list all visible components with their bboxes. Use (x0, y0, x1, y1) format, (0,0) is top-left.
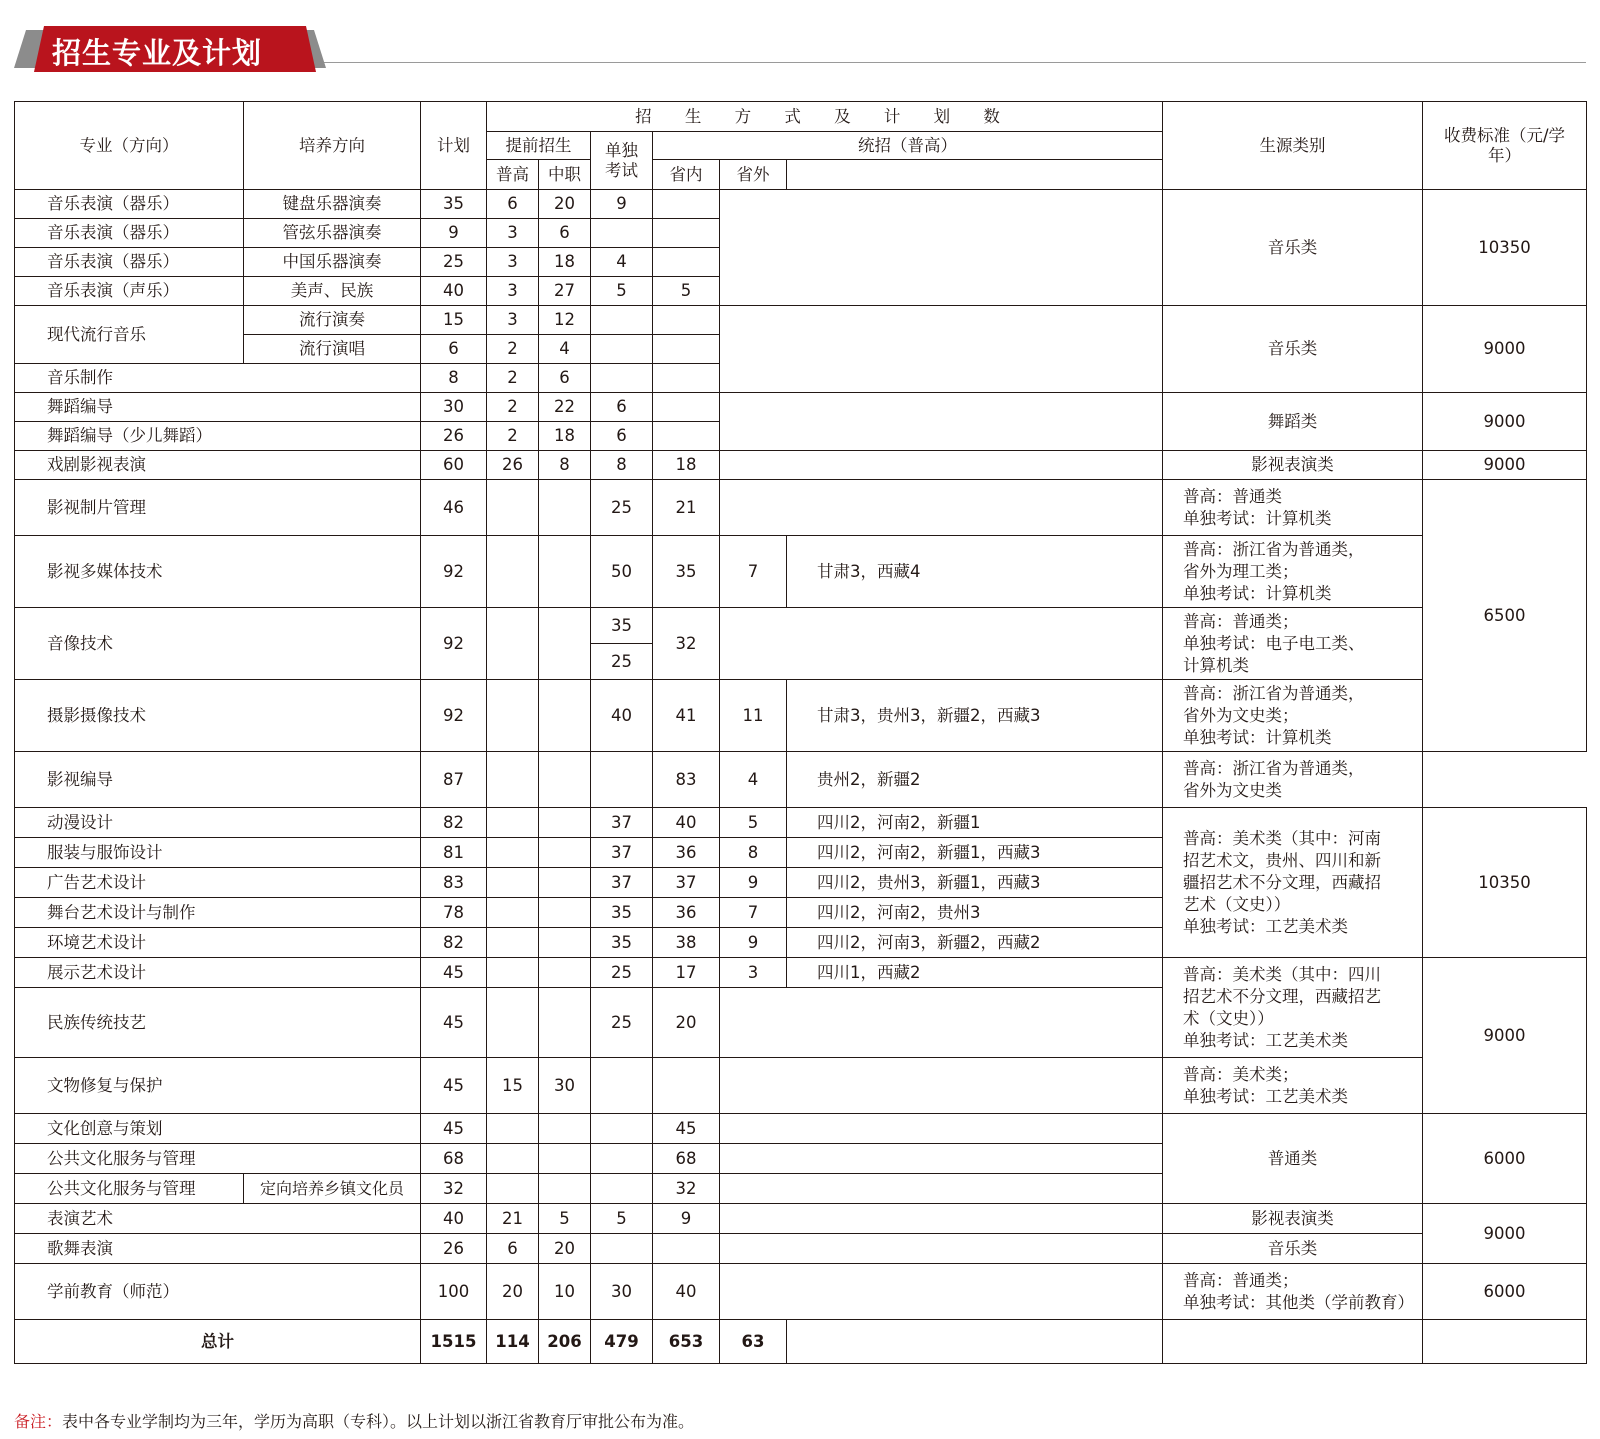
table-row: 公共文化服务与管理 68 68 (15, 1144, 1587, 1174)
table-row: 表演艺术 40 21 5 5 9 影视表演类 9000 (15, 1204, 1587, 1234)
table-row: 流行演唱 6 2 4 (15, 335, 1587, 364)
header-fee: 收费标准（元/学年） (1423, 102, 1587, 190)
fee-cell: 6000 (1423, 1264, 1587, 1320)
total-label: 总计 (15, 1320, 421, 1364)
unified-blank-cell (720, 1264, 1163, 1320)
table-row: 音乐表演（器乐） 键盘乐器演奏 35 6 20 9 音乐类 10350 (15, 190, 1587, 219)
total-blank (787, 1320, 1163, 1364)
source-cell: 普高：美术类（其中：河南 招艺术文，贵州、四川和新 疆招艺术不分文理，西藏招 艺术（文史）） 单独考试：工艺美术类 (1163, 808, 1423, 958)
fee-cell: 9000 (1423, 393, 1587, 451)
source-cell: 舞蹈类 (1163, 393, 1423, 451)
section-header (14, 26, 1586, 74)
source-cell: 普高：美术类； 单独考试：工艺美术类 (1163, 1058, 1423, 1114)
source-cell: 普通类 (1163, 1114, 1423, 1204)
fee-cell: 6500 (1423, 480, 1587, 752)
total-blank (1163, 1320, 1423, 1364)
table-row: 影视编导 87 83 4 贵州2，新疆2 普高：浙江省为普通类， 省外为文史类 (15, 752, 1587, 808)
header-major: 专业（方向） (15, 102, 244, 190)
table-row: 25 (15, 644, 1587, 680)
table-header (15, 102, 1587, 190)
source-cell: 音乐类 (1163, 190, 1423, 306)
unified-blank-cell (720, 1114, 1163, 1144)
total-plan: 1515 (421, 1320, 487, 1364)
table-row: 戏剧影视表演 60 26 8 8 18 影视表演类 9000 (15, 451, 1587, 480)
header-unified: 统招（普高） (653, 132, 1163, 160)
table-row: 舞蹈编导（少儿舞蹈） 26 2 18 6 (15, 422, 1587, 451)
table-row: 动漫设计 82 37 40 5 四川2，河南2，新疆1 普高：美术类（其中：河南 招艺术文，贵州、四川和新 疆招艺术不分文理，西藏招 艺术（文史）） 单独考试：工艺美术类 10350 (15, 808, 1587, 838)
table-row: 歌舞表演 26 6 20 音乐类 (15, 1234, 1587, 1264)
total-blank (1423, 1320, 1587, 1364)
fee-cell: 6000 (1423, 1114, 1587, 1204)
fee-cell: 9000 (1423, 1204, 1587, 1264)
total-row (15, 1320, 1587, 1364)
table-row: 摄影摄像技术 92 40 41 11 甘肃3，贵州3，新疆2，西藏3 普高：浙江省为普通类， 省外为文史类； 单独考试：计算机类 (15, 680, 1587, 752)
source-cell: 影视表演类 (1163, 1204, 1423, 1234)
header-early-zhongzhi: 中职 (539, 160, 591, 190)
table-row: 音乐表演（器乐） 管弦乐器演奏 9 3 6 (15, 219, 1587, 248)
total-pugao: 114 (487, 1320, 539, 1364)
table-row: 文化创意与策划 45 45 普通类 6000 (15, 1114, 1587, 1144)
table-row: 广告艺术设计 83 37 37 9 四川2，贵州3，新疆1，西藏3 (15, 868, 1587, 898)
unified-blank-cell (720, 393, 1163, 451)
header-single: 单独考试 (591, 132, 653, 190)
unified-blank-cell (720, 1058, 1163, 1114)
fee-cell: 10350 (1423, 190, 1587, 306)
table-row: 服装与服饰设计 81 37 36 8 四川2，河南2，新疆1，西藏3 (15, 838, 1587, 868)
table-row: 民族传统技艺 45 25 20 (15, 988, 1587, 1058)
table-row: 展示艺术设计 45 25 17 3 四川1，西藏2 普高：美术类（其中：四川 招艺术不分文理，西藏招艺 术（文史）） 单独考试：工艺美术类 9000 (15, 958, 1587, 988)
header-early-pugao: 普高 (487, 160, 539, 190)
table-row: 音像技术 92 35 32 普高：普通类； 单独考试：电子电工类、 计算机类 (15, 608, 1587, 644)
table-row: 公共文化服务与管理 定向培养乡镇文化员 32 32 (15, 1174, 1587, 1204)
table-row: 影视多媒体技术 92 50 35 7 甘肃3，西藏4 普高：浙江省为普通类， 省外为理工类； 单独考试：计算机类 (15, 536, 1587, 608)
table-row: 学前教育（师范） 100 20 10 30 40 普高：普通类； 单独考试：其他类（学前教育） 6000 (15, 1264, 1587, 1320)
source-cell: 普高：普通类 单独考试：计算机类 (1163, 480, 1423, 536)
header-unified-blank (787, 160, 1163, 190)
source-cell: 普高：浙江省为普通类， 省外为文史类 (1163, 752, 1423, 808)
table-row: 音乐制作 8 2 6 (15, 364, 1587, 393)
header-direction: 培养方向 (244, 102, 421, 190)
source-cell: 普高：浙江省为普通类， 省外为理工类； 单独考试：计算机类 (1163, 536, 1423, 608)
total-province-in: 653 (653, 1320, 720, 1364)
header-source: 生源类别 (1163, 102, 1423, 190)
total-province-out: 63 (720, 1320, 787, 1364)
unified-blank-cell (720, 1234, 1163, 1264)
footnote-text: 表中各专业学制均为三年，学历为高职（专科）。以上计划以浙江省教育厅审批公布为准。 (62, 1412, 695, 1431)
page-title: 招生专业及计划 (52, 36, 263, 70)
unified-blank-cell (720, 451, 1163, 480)
unified-blank-cell (720, 988, 1163, 1058)
unified-blank-cell (720, 1204, 1163, 1234)
table-row: 现代流行音乐 流行演奏 15 3 12 音乐类 9000 (15, 306, 1587, 335)
header-province-in: 省内 (653, 160, 720, 190)
total-single: 479 (591, 1320, 653, 1364)
source-cell: 普高：浙江省为普通类， 省外为文史类； 单独考试：计算机类 (1163, 680, 1423, 752)
table-body (15, 190, 1587, 1364)
source-cell: 音乐类 (1163, 306, 1423, 393)
enrollment-plan-table (14, 101, 1587, 1364)
total-zhongzhi: 206 (539, 1320, 591, 1364)
table-row: 环境艺术设计 82 35 38 9 四川2，河南3，新疆2，西藏2 (15, 928, 1587, 958)
source-cell: 影视表演类 (1163, 451, 1423, 480)
header-methods: 招 生 方 式 及 计 划 数 (487, 102, 1163, 132)
header-plan: 计划 (421, 102, 487, 190)
table-row: 音乐表演（器乐） 中国乐器演奏 25 3 18 4 (15, 248, 1587, 277)
footnote-label: 备注： (14, 1412, 63, 1431)
table-row: 影视制片管理 46 25 21 普高：普通类 单独考试：计算机类 6500 (15, 480, 1587, 536)
source-cell: 音乐类 (1163, 1234, 1423, 1264)
table-row: 舞蹈编导 30 2 22 6 舞蹈类 9000 (15, 393, 1587, 422)
unified-blank-cell (720, 1144, 1163, 1174)
unified-blank-cell (720, 190, 1163, 306)
title-rule (314, 62, 1586, 63)
source-cell: 普高：普通类； 单独考试：其他类（学前教育） (1163, 1264, 1423, 1320)
source-cell: 普高：美术类（其中：四川 招艺术不分文理，西藏招艺 术（文史）） 单独考试：工艺美术类 (1163, 958, 1423, 1058)
header-province-out: 省外 (720, 160, 787, 190)
table-row: 舞台艺术设计与制作 78 35 36 7 四川2，河南2，贵州3 (15, 898, 1587, 928)
unified-blank-cell (720, 1174, 1163, 1204)
table-row: 音乐表演（声乐） 美声、民族 40 3 27 5 5 (15, 277, 1587, 306)
fee-cell: 9000 (1423, 451, 1587, 480)
unified-blank-cell (720, 306, 1163, 393)
unified-blank-cell (720, 480, 1163, 536)
fee-cell: 9000 (1423, 306, 1587, 393)
fee-cell: 10350 (1423, 808, 1587, 958)
fee-cell: 9000 (1423, 958, 1587, 1114)
header-early: 提前招生 (487, 132, 591, 160)
unified-blank-cell (720, 608, 1163, 680)
source-cell: 普高：普通类； 单独考试：电子电工类、 计算机类 (1163, 608, 1423, 680)
table-row: 文物修复与保护 45 15 30 普高：美术类； 单独考试：工艺美术类 (15, 1058, 1587, 1114)
footnote (14, 1409, 694, 1432)
